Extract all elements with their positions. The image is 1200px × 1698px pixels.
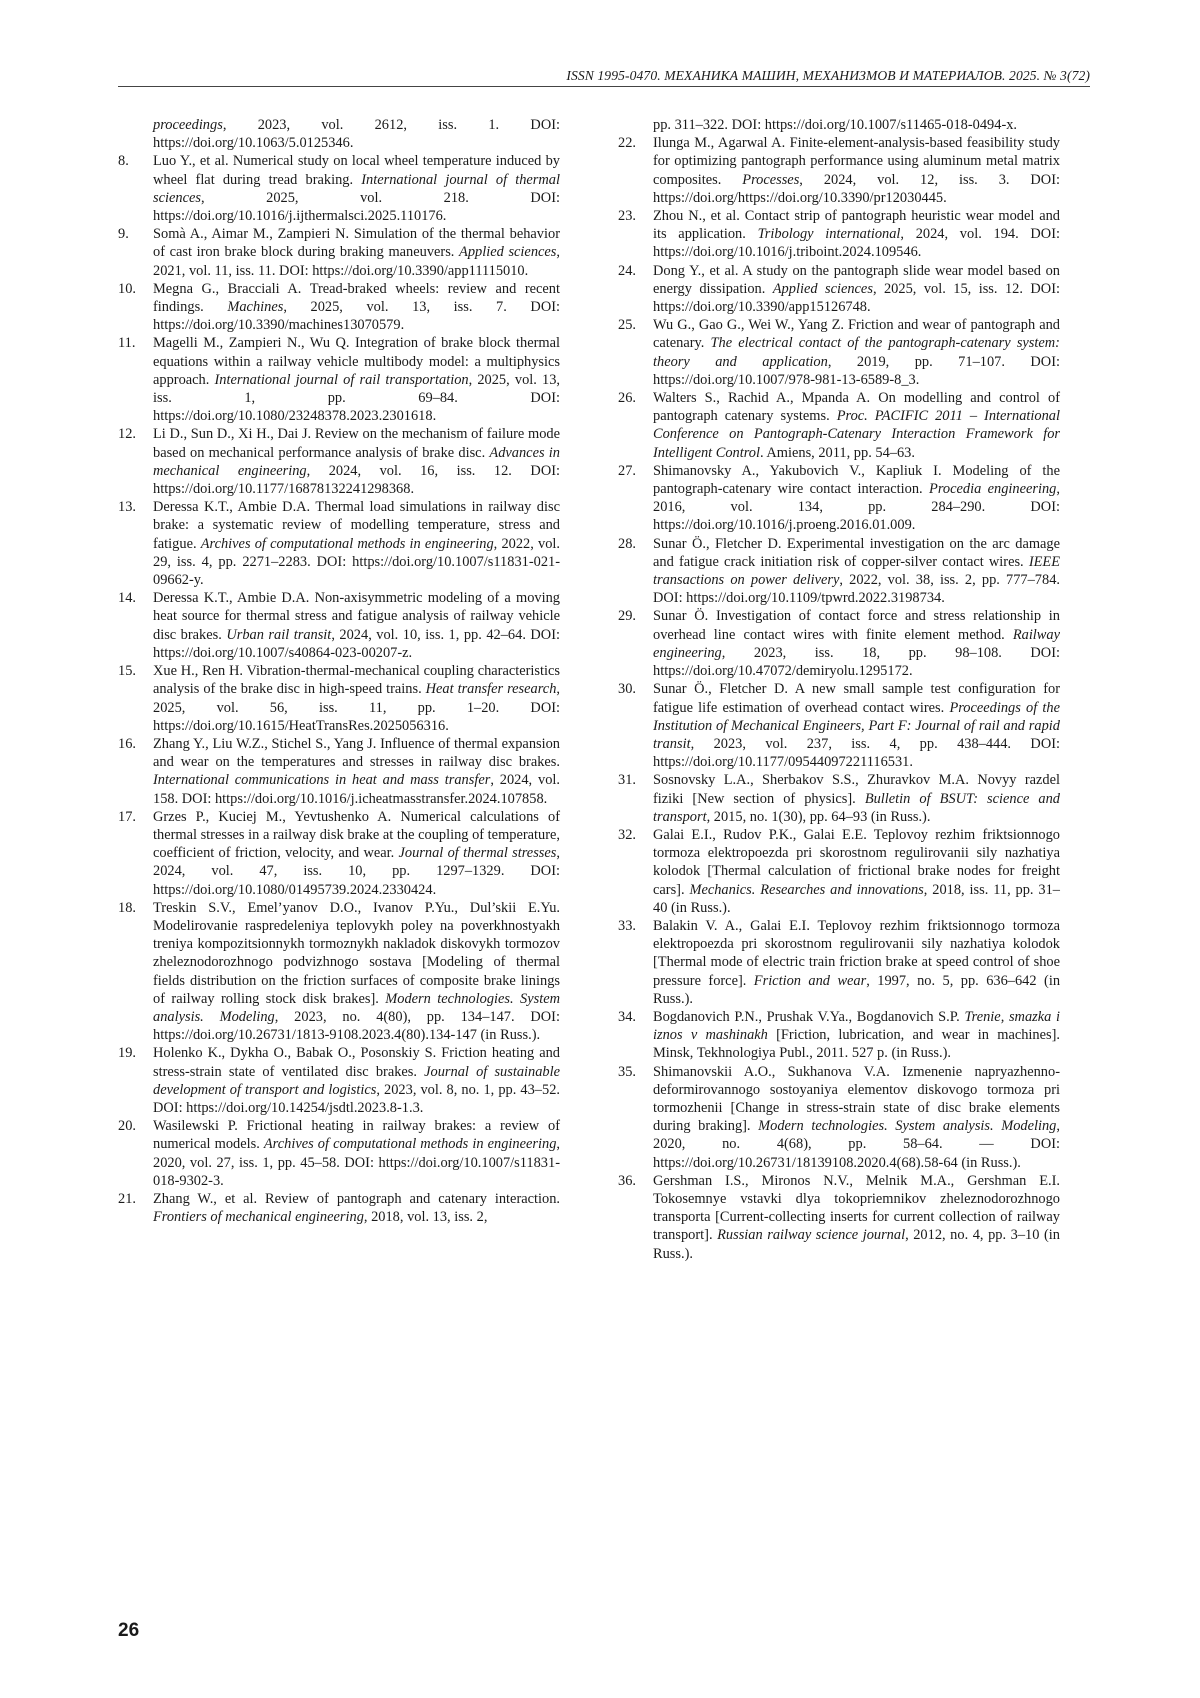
reference-details: , 2025, vol. 218. DOI: https://doi.org/10.1016/j.ijthermalsci.2025.110176.	[153, 190, 560, 224]
reference-item	[118, 1117, 560, 1190]
reference-details: , 2023, vol. 2612, iss. 1. DOI: https://doi.org/10.1063/5.0125346.	[153, 117, 560, 151]
reference-details: , 2024, vol. 194. DOI: https://doi.org/10.1016/j.triboint.2024.109546.	[653, 226, 1060, 260]
reference-source-title: Processes	[742, 172, 799, 188]
reference-text: Deressa K.T., Ambie D.A. Non-axisymmetric modeling of a moving heat source for thermal stress and fatigue analysis of railway vehicle disc brakes.	[153, 590, 560, 642]
reference-text: Galai E.I., Rudov P.K., Galai E.E. Teplovoy rezhim friktsionnogo tormoza elektropoezda pri skorostnom regulirovanii sily nazhatiya kolodok [Thermal calculation of frictional brake nodes for freight cars].	[653, 827, 1060, 898]
reference-text: Zhang Y., Liu W.Z., Stichel S., Yang J. Influence of thermal expansion and wear on the temperatures and stresses in railway disc brakes.	[153, 736, 560, 770]
reference-text: Sunar Ö., Fletcher D. Experimental investigation on the arc damage and fatigue crack initiation risk of copper-silver contact wires.	[653, 536, 1060, 570]
reference-details: , 2021, vol. 11, iss. 11. DOI: https://doi.org/10.3390/app11115010.	[153, 244, 560, 278]
reference-item	[618, 607, 1060, 680]
reference-text: Sosnovsky L.A., Sherbakov S.S., Zhuravkov M.A. Novyy razdel fiziki [New section of physics].	[653, 772, 1060, 806]
reference-item	[118, 808, 560, 899]
reference-number: 10.	[118, 280, 136, 298]
reference-number: 31.	[618, 771, 636, 789]
reference-source-title: Urban rail transit	[226, 627, 331, 643]
reference-item	[118, 116, 560, 152]
reference-text: Zhou N., et al. Contact strip of pantograph heuristic wear model and its application.	[653, 208, 1060, 242]
reference-text: Ilunga M., Agarwal A. Finite-element-analysis-based feasibility study for optimizing pantograph performance using aluminum metal matrix composites.	[653, 135, 1060, 187]
header-rule	[118, 86, 1090, 87]
reference-details: , 2018, iss. 11, pp. 31–40 (in Russ.).	[653, 882, 1060, 916]
journal-header: ISSN 1995-0470. МЕХАНИКА МАШИН, МЕХАНИЗМОВ И МАТЕРИАЛОВ. 2025. № 3(72)	[118, 68, 1090, 84]
reference-number: 28.	[618, 535, 636, 553]
reference-source-title: Friction and wear	[754, 973, 866, 989]
reference-text: Xue H., Ren H. Vibration-thermal-mechanical coupling characteristics analysis of the brake disc in high-speed trains.	[153, 663, 560, 697]
reference-text: Megna G., Bracciali A. Tread-braked wheels: review and recent findings.	[153, 281, 560, 315]
reference-details: , 2023, iss. 18, pp. 98–108. DOI: https://doi.org/10.47072/demiryolu.1295172.	[653, 645, 1060, 679]
reference-details: , 2012, no. 4, pp. 3–10 (in Russ.).	[653, 1227, 1060, 1261]
reference-text: Balakin V. A., Galai E.I. Teplovoy rezhim friktsionnogo tormoza elektropoezda pri skorostnom regulirovanii sily nazhatiya kolodok [Thermal mode of electric train friction brake at speed control of shoe pressure force].	[653, 918, 1060, 989]
reference-source-title: Applied sciences	[459, 244, 556, 260]
reference-details: , 2024, vol. 158. DOI: https://doi.org/10.1016/j.icheatmasstransfer.2024.107858.	[153, 772, 560, 806]
reference-number: 35.	[618, 1063, 636, 1081]
reference-source-title: Proc. PACIFIC 2011 – International Conference on Pantograph-Catenary Interaction Framework for Intelligent Control	[653, 408, 1060, 460]
reference-details: , 2019, pp. 71–107. DOI: https://doi.org/10.1007/978-981-13-6589-8_3.	[653, 354, 1060, 388]
reference-source-title: Bulletin of BSUT: science and transport	[653, 791, 1060, 825]
reference-number: 17.	[118, 808, 136, 826]
reference-item	[618, 535, 1060, 608]
reference-details: , 2020, no. 4(68), pp. 58–64. — DOI: https://doi.org/10.26731/18139108.2020.4(68).58-64 (in Russ.).	[653, 1118, 1060, 1170]
reference-text: Deressa K.T., Ambie D.A. Thermal load simulations in railway disc brake: a systematic review of modelling temperature, stress and fatigue.	[153, 499, 560, 551]
reference-number: 16.	[118, 735, 136, 753]
reference-item	[118, 152, 560, 225]
reference-item	[618, 462, 1060, 535]
reference-details: , 2022, vol. 38, iss. 2, pp. 777–784. DOI: https://doi.org/10.1109/tpwrd.2022.3198734.	[653, 572, 1060, 606]
reference-source-title: Tribology international	[758, 226, 901, 242]
reference-number: 27.	[618, 462, 636, 480]
reference-source-title: Russian railway science journal	[717, 1227, 905, 1243]
reference-item	[118, 1190, 560, 1226]
reference-text: pp. 311–322. DOI: https://doi.org/10.1007/s11465-018-0494-x.	[653, 117, 1017, 133]
reference-item	[118, 1044, 560, 1117]
reference-details: . Amiens, 2011, pp. 54–63.	[760, 445, 915, 461]
reference-number: 25.	[618, 316, 636, 334]
reference-details: , 2024, vol. 47, iss. 10, pp. 1297–1329. DOI: https://doi.org/10.1080/01495739.2024.2330424.	[153, 845, 560, 897]
reference-item	[118, 498, 560, 589]
reference-source-title: proceedings	[153, 117, 223, 133]
reference-item	[618, 917, 1060, 1008]
reference-item	[618, 771, 1060, 826]
reference-source-title: Journal of sustainable development of transport and logistics	[153, 1064, 560, 1098]
reference-source-title: International journal of rail transportation	[215, 372, 469, 388]
reference-number: 12.	[118, 425, 136, 443]
reference-details: , 1997, no. 5, pp. 636–642 (in Russ.).	[653, 973, 1060, 1007]
reference-text: Sunar Ö., Fletcher D. A new small sample test configuration for fatigue life estimation of overhead contact wires.	[653, 681, 1060, 715]
reference-text: Luo Y., et al. Numerical study on local wheel temperature induced by wheel flat during tread braking.	[153, 153, 560, 187]
references-right-column	[618, 116, 1060, 1263]
reference-number: 29.	[618, 607, 636, 625]
reference-source-title: Proceedings of the Institution of Mechanical Engineers, Part F: Journal of rail and rapid transit	[653, 700, 1060, 752]
reference-item	[618, 826, 1060, 917]
reference-number: 26.	[618, 389, 636, 407]
reference-details: [Friction, lubrication, and wear in machines]. Minsk, Tekhnologiya Publ., 2011. 527 p. (in Russ.).	[653, 1027, 1060, 1061]
reference-text: Bogdanovich P.N., Prushak V.Ya., Bogdanovich S.P.	[653, 1009, 964, 1025]
reference-number: 14.	[118, 589, 136, 607]
reference-text: Sunar Ö. Investigation of contact force and stress relationship in overhead line contact wires with finite element method.	[653, 608, 1060, 642]
reference-number: 11.	[118, 334, 135, 352]
reference-item	[118, 589, 560, 662]
reference-source-title: Procedia engineering	[929, 481, 1056, 497]
reference-details: , 2025, vol. 13, iss. 1, pp. 69–84. DOI: https://doi.org/10.1080/23248378.2023.2301618.	[153, 372, 560, 424]
reference-text: Shimanovsky A., Yakubovich V., Kapliuk I. Modeling of the pantograph-catenary wire contact interaction.	[653, 463, 1060, 497]
reference-details: , 2025, vol. 13, iss. 7. DOI: https://doi.org/10.3390/machines13070579.	[153, 299, 560, 333]
reference-text: Zhang W., et al. Review of pantograph and catenary interaction.	[153, 1191, 560, 1207]
reference-text: Dong Y., et al. A study on the pantograph slide wear model based on energy dissipation.	[653, 263, 1060, 297]
reference-details: , 2024, vol. 10, iss. 1, pp. 42–64. DOI: https://doi.org/10.1007/s40864-023-00207-z.	[153, 627, 560, 661]
reference-details: , 2023, vol. 237, iss. 4, pp. 438–444. DOI: https://doi.org/10.1177/09544097221116531.	[653, 736, 1060, 770]
reference-item	[618, 262, 1060, 317]
reference-text: Wu G., Gao G., Wei W., Yang Z. Friction and wear of pantograph and catenary.	[653, 317, 1060, 351]
reference-item	[618, 207, 1060, 262]
reference-item	[618, 1008, 1060, 1063]
reference-item	[118, 225, 560, 280]
reference-source-title: Mechanics. Researches and innovations	[689, 882, 923, 898]
reference-number: 20.	[118, 1117, 136, 1135]
reference-item	[618, 116, 1060, 134]
reference-text: Grzes P., Kuciej M., Yevtushenko A. Numerical calculations of thermal stresses in a railway disk brake at the coupling of temperature, coefficient of friction, velocity, and wear.	[153, 809, 560, 861]
reference-source-title: Trenie, smazka i iznos v mashinakh	[653, 1009, 1060, 1043]
reference-source-title: International communications in heat and mass transfer	[153, 772, 490, 788]
reference-number: 36.	[618, 1172, 636, 1190]
reference-source-title: Archives of computational methods in engineering	[264, 1136, 557, 1152]
reference-source-title: Advances in mechanical engineering	[153, 445, 560, 479]
reference-item	[618, 389, 1060, 462]
reference-details: , 2020, vol. 27, iss. 1, pp. 45–58. DOI: https://doi.org/10.1007/s11831-018-9302-3.	[153, 1136, 560, 1188]
reference-item	[118, 280, 560, 335]
reference-item	[118, 425, 560, 498]
reference-source-title: Archives of computational methods in engineering	[201, 536, 494, 552]
reference-item	[118, 899, 560, 1045]
reference-text: Li D., Sun D., Xi H., Dai J. Review on the mechanism of failure mode based on mechanical performance analysis of brake disc.	[153, 426, 560, 460]
reference-number: 23.	[618, 207, 636, 225]
reference-source-title: International journal of thermal sciences	[153, 172, 560, 206]
reference-text: Gershman I.S., Mironos N.V., Melnik M.A., Gershman E.I. Tokosemnye vstavki dlya tokopriemnikov zheleznodorozhnogo transporta [Current-collecting inserts for current collection of railway transport].	[653, 1173, 1060, 1244]
reference-details: , 2015, no. 1(30), pp. 64–93 (in Russ.).	[707, 809, 931, 825]
reference-details: , 2016, vol. 134, pp. 284–290. DOI: https://doi.org/10.1016/j.proeng.2016.01.009.	[653, 481, 1060, 533]
reference-source-title: Railway engineering	[653, 627, 1060, 661]
reference-source-title: The electrical contact of the pantograph-catenary system: theory and application	[653, 335, 1060, 369]
reference-number: 32.	[618, 826, 636, 844]
reference-number: 18.	[118, 899, 136, 917]
reference-source-title: IEEE transactions on power delivery	[653, 554, 1060, 588]
reference-text: Shimanovskii A.O., Sukhanova V.A. Izmenenie napryazhenno-deformirovannogo sostoyaniya elementov diskovogo tormoza pri tormozhenii [Change in stress-strain state of disc brake elements during braking].	[653, 1064, 1060, 1135]
reference-number: 13.	[118, 498, 136, 516]
reference-details: , 2023, vol. 8, no. 1, pp. 43–52. DOI: https://doi.org/10.14254/jsdtl.2023.8-1.3.	[153, 1082, 560, 1116]
reference-item	[118, 334, 560, 425]
reference-number: 34.	[618, 1008, 636, 1026]
reference-text: Somà A., Aimar M., Zampieri N. Simulation of the thermal behavior of cast iron brake block during braking maneuvers.	[153, 226, 560, 260]
reference-item	[618, 1172, 1060, 1263]
reference-number: 8.	[118, 152, 129, 170]
reference-text: Holenko K., Dykha O., Babak O., Posonskiy S. Friction heating and stress-strain state of ventilated disc brakes.	[153, 1045, 560, 1079]
reference-number: 15.	[118, 662, 136, 680]
reference-text: Walters S., Rachid A., Mpanda A. On modelling and control of pantograph catenary systems.	[653, 390, 1060, 424]
reference-item	[618, 134, 1060, 207]
reference-number: 9.	[118, 225, 129, 243]
reference-number: 24.	[618, 262, 636, 280]
reference-item	[618, 680, 1060, 771]
reference-number: 33.	[618, 917, 636, 935]
reference-source-title: Modern technologies. System analysis. Modeling	[758, 1118, 1056, 1134]
reference-item	[618, 1063, 1060, 1172]
reference-source-title: Journal of thermal stresses	[399, 845, 557, 861]
reference-source-title: Machines	[227, 299, 283, 315]
reference-source-title: Modern technologies. System analysis. Modeling	[153, 991, 560, 1025]
reference-text: Treskin S.V., Emel’yanov D.O., Ivanov P.Yu., Dul’skii E.Yu. Modelirovanie raspredeleniya teplovykh poley na poverkhnostyakh treniya kompozitsionnykh tormoznykh nakladok diskovykh tormozov zheleznodorozhnogo podvizhnogo sostava [Modeling of thermal fields distribution on the friction surfaces of composite brake linings of railway rolling stock disk brakes].	[153, 900, 560, 1007]
reference-number: 30.	[618, 680, 636, 698]
reference-details: , 2018, vol. 13, iss. 2,	[364, 1209, 488, 1225]
reference-text: Magelli M., Zampieri N., Wu Q. Integration of brake block thermal equations within a railway vehicle multibody model: a multiphysics approach.	[153, 335, 560, 387]
page-number: 26	[118, 1620, 139, 1642]
reference-number: 22.	[618, 134, 636, 152]
reference-source-title: Frontiers of mechanical engineering	[153, 1209, 364, 1225]
reference-details: , 2024, vol. 16, iss. 12. DOI: https://doi.org/10.1177/16878132241298368.	[153, 463, 560, 497]
references-left-column	[118, 116, 560, 1226]
reference-source-title: Heat transfer research	[426, 681, 557, 697]
reference-details: , 2022, vol. 29, iss. 4, pp. 2271–2283. DOI: https://doi.org/10.1007/s11831-021-09662-y.	[153, 536, 560, 588]
reference-number: 19.	[118, 1044, 136, 1062]
reference-details: , 2025, vol. 56, iss. 11, pp. 1–20. DOI: https://doi.org/10.1615/HeatTransRes.2025056316.	[153, 681, 560, 733]
reference-item	[118, 735, 560, 808]
reference-details: , 2024, vol. 12, iss. 3. DOI: https://doi.org/https://doi.org/10.3390/pr12030445.	[653, 172, 1060, 206]
reference-item	[118, 662, 560, 735]
reference-item	[618, 316, 1060, 389]
reference-details: , 2025, vol. 15, iss. 12. DOI: https://doi.org/10.3390/app15126748.	[653, 281, 1060, 315]
reference-details: , 2023, no. 4(80), pp. 134–147. DOI: https://doi.org/10.26731/1813-9108.2023.4(80).134-147 (in Russ.).	[153, 1009, 560, 1043]
reference-number: 21.	[118, 1190, 136, 1208]
reference-text: Wasilewski P. Frictional heating in railway brakes: a review of numerical models.	[153, 1118, 560, 1152]
reference-source-title: Applied sciences	[773, 281, 873, 297]
